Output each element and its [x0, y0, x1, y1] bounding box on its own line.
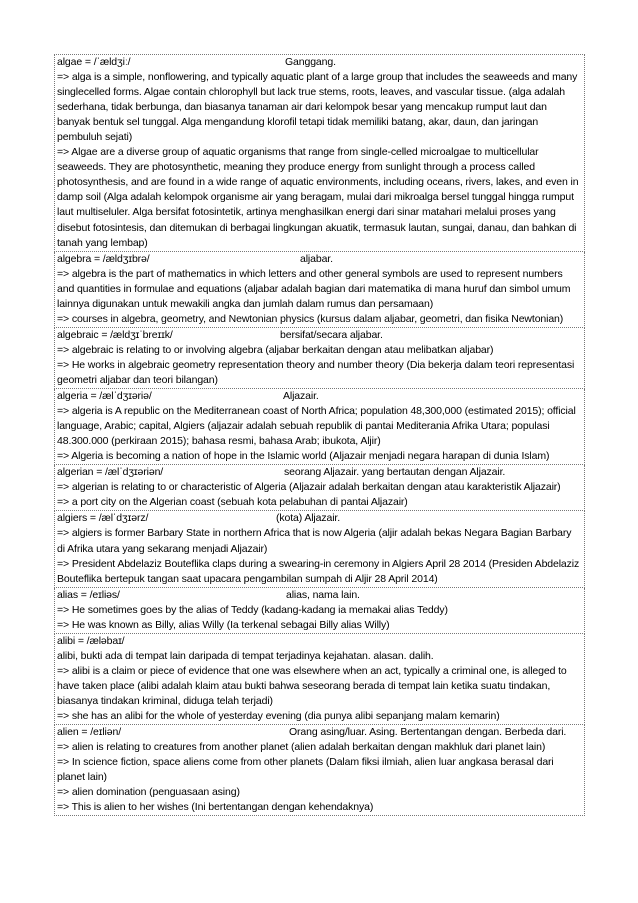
entry-meaning: Aljazair. — [283, 390, 319, 403]
entry-line: => alien domination (penguasaan asing) — [57, 786, 240, 799]
entry-word: alibi = /æləbaɪ/ — [57, 634, 125, 647]
entry-line: => algerian is relating to or characteristic of Algeria (Aljazair adalah berkaitan dengan atau karakteristik Aljazair) — [57, 481, 561, 494]
entry-headline — [57, 725, 582, 740]
entry-line: => she has an alibi for the whole of yesterday evening (dia punya alibi sepanjang malam kemarin) — [57, 710, 500, 723]
entry-line: => This is alien to her wishes (Ini bertentangan dengan kehendaknya) — [57, 801, 374, 814]
entry-line: => algiers is former Barbary State in northern Africa that is now Algeria (aljir adalah bekas Negara Bagian Barbary di Afrika utara yang sekarang menjadi Aljazair) — [57, 527, 572, 555]
entry-line: => algeria is A republic on the Mediterranean coast of North Africa; population 48,300,000 (estimated 2015); official language, Arabic; capital, Algiers (aljazair adalah sebuah republik di pantai Mediterania Afrika Utara; populasi 48.300.000 (perkiraan 2015); bahasa resmi, bahasa Arab; ibukota, Aljir) — [57, 405, 576, 448]
entry-line: => alga is a simple, nonflowering, and typically aquatic plant of a large group that includes the seaweeds and many singlecelled forms. Algae contain chlorophyll but lack true stems, roots, leaves, and vascular tissue. (alga adalah sederhana, tidak berbunga, dan biasanya tanaman air dari kelompok besar yang mencakup rumput laut dan banyak bentuk sel tunggal. Alga mengandung klorofil tetapi tidak memiliki batang, akar, daun, dan jaringan pembuluh sejati) — [57, 71, 578, 144]
entry-line: => President Abdelaziz Bouteflika claps during a swearing-in ceremony in Algiers April 28 2014 (Presiden Abdelaziz Bouteflika bertepuk tangan saat upacara pengambilan sumpah di Aljir 28 April 2014) — [57, 557, 580, 585]
dictionary-entry-algiers — [54, 511, 585, 587]
entry-line: => alien is relating to creatures from another planet (alien adalah berkaitan dengan makhluk dari planet lain) — [57, 741, 546, 754]
dictionary-entry-algerian — [54, 465, 585, 511]
entry-line: => Algeria is becoming a nation of hope in the Islamic world (Aljazair menjadi negara harapan di dunia Islam) — [57, 450, 550, 463]
entry-meaning: (kota) Aljazair. — [276, 512, 341, 525]
entry-line: => courses in algebra, geometry, and Newtonian physics (kursus dalam aljabar, geometri, dan fisika Newtonian) — [57, 312, 564, 325]
entry-meaning: alibi, bukti ada di tempat lain daripada di tempat terjadinya kejahatan. alasan. dalih. — [57, 649, 434, 662]
entry-word: algebra = /ældʒɪbrə/ — [57, 252, 150, 265]
entry-headline — [57, 511, 582, 526]
entry-word: algae = /ˈældʒiː/ — [57, 56, 131, 68]
entry-headline — [57, 634, 582, 664]
dictionary-entry-algeria — [54, 389, 585, 465]
entry-word: algeria = /ælˈdʒɪəriə/ — [57, 390, 152, 403]
dictionary-entry-algebra — [54, 252, 585, 328]
entry-headline — [57, 55, 582, 70]
entry-headline — [57, 389, 582, 404]
entry-headline — [57, 588, 582, 603]
dictionary-page — [54, 54, 585, 816]
dictionary-entry-algebraic — [54, 328, 585, 389]
entry-line: => algebraic is relating to or involving algebra (aljabar berkaitan dengan atau melibatkan aljabar) — [57, 343, 494, 356]
entry-meaning: aljabar. — [300, 252, 333, 265]
entry-line: => He sometimes goes by the alias of Teddy (kadang-kadang ia memakai alias Teddy) — [57, 603, 448, 616]
entry-line: => Algae are a diverse group of aquatic organisms that range from single-celled microalgae to multicellular seaweeds. They are photosynthetic, meaning they produce energy from sunlight through a process called photosynthesis, and are found in a wide range of aquatic environments, including oceans, rivers, lakes, and even in damp soil (Alga adalah kelompok organisme air yang beragam, mulai dari mikroalga bersel tunggal hingga rumput laut multiseluler. Alga bersifat fotosintetik, artinya menghasilkan energi dari sinar matahari melalui proses yang disebut fotosintesis, dan ditemukan di berbagai lingkungan akuatik, termasuk lautan, sungai, danau, dan bahkan di tanah yang lembap) — [57, 146, 579, 249]
dictionary-entry-algae — [54, 54, 585, 252]
entry-word: algiers = /ælˈdʒɪərz/ — [57, 512, 149, 525]
entry-line: => In science fiction, space aliens come from other planets (Dalam fiksi ilmiah, alien luar angkasa berasal dari planet lain) — [57, 756, 554, 784]
entry-line: => He works in algebraic geometry representation theory and number theory (Dia bekerja dalam teori representasi geometri aljabar dan teori bilangan) — [57, 358, 575, 386]
entry-word: algerian = /ælˈdʒɪəriən/ — [57, 466, 164, 479]
dictionary-entry-alibi — [54, 634, 585, 725]
entry-line: => algebra is the part of mathematics in which letters and other general symbols are used to represent numbers and quantities in formulae and equations (aljabar adalah bagian dari matematika di mana huruf dan simbol umum lainnya digunakan untuk mewakili angka dan jumlah dalam rumus dan persamaan) — [57, 267, 571, 310]
entry-line: => a port city on the Algerian coast (sebuah kota pelabuhan di pantai Aljazair) — [57, 496, 408, 509]
entry-meaning: alias, nama lain. — [286, 588, 360, 601]
entry-meaning: Ganggang. — [285, 56, 336, 68]
entry-line: => He was known as Billy, alias Willy (Ia terkenal sebagai Billy alias Willy) — [57, 618, 390, 631]
entry-meaning: seorang Aljazair. yang bertautan dengan Aljazair. — [284, 466, 506, 479]
dictionary-entry-alien — [54, 725, 585, 816]
entry-headline — [57, 252, 582, 267]
dictionary-entry-alias — [54, 588, 585, 634]
entry-meaning: Orang asing/luar. Asing. Bertentangan dengan. Berbeda dari. — [289, 726, 567, 739]
entry-meaning: bersifat/secara aljabar. — [280, 328, 383, 341]
entry-word: alien = /eɪliən/ — [57, 726, 121, 739]
entry-headline — [57, 465, 582, 480]
entry-word: algebraic = /ældʒɪˈbreɪɪk/ — [57, 328, 173, 341]
entry-line: => alibi is a claim or piece of evidence that one was elsewhere when an act, typically a criminal one, is alleged to have taken place (alibi adalah klaim atau bukti bahwa seseorang berada di tempat lain ketika suatu tindakan, biasanya tindakan kriminal, diduga telah terjadi) — [57, 664, 567, 707]
entry-headline — [57, 328, 582, 343]
entry-word: alias = /eɪliəs/ — [57, 588, 120, 601]
